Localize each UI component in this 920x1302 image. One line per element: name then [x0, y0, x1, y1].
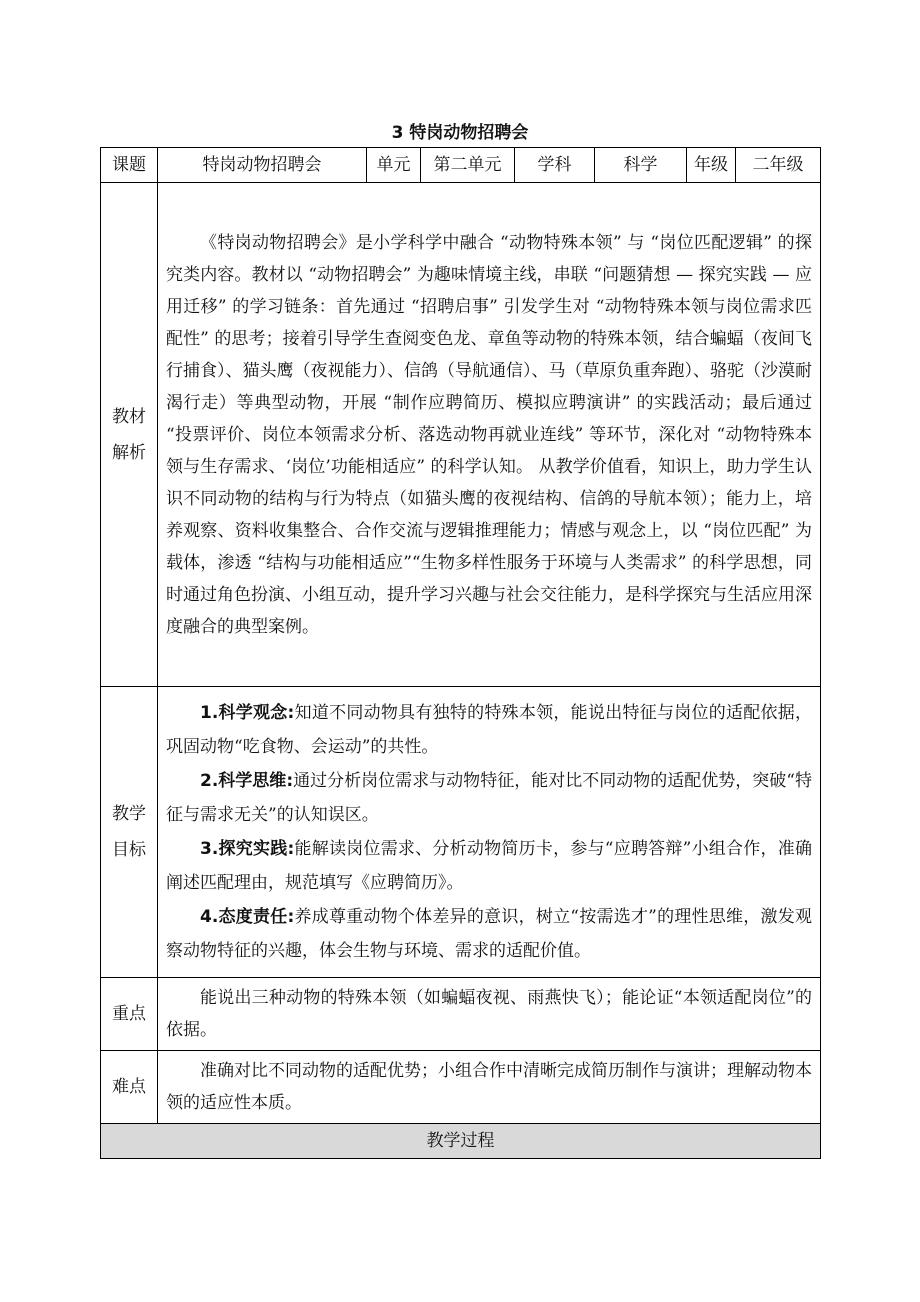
- key-point-text: 能说出三种动物的特殊本领（如蝙蝠夜视、雨燕快飞）；能论证“本领适配岗位”的依据。: [166, 988, 812, 1040]
- goal-item-title: 3.探究实践:: [200, 839, 295, 859]
- goal-item: [166, 900, 812, 968]
- goals-label-line-2: 目标: [112, 840, 146, 860]
- difficulty-row: [101, 1051, 821, 1124]
- key-point-row: [101, 978, 821, 1051]
- goal-item-text: 能解读岗位需求、分析动物简历卡，参与“应聘答辩”小组合作，准确阐述匹配理由，规范填写《应聘简历》。: [166, 839, 812, 893]
- grade-label: 年级: [687, 148, 736, 183]
- analysis-label-line-1: 教材: [112, 406, 146, 427]
- goals-content: [158, 687, 821, 978]
- header-row: [101, 148, 821, 183]
- lesson-plan-table: [100, 147, 821, 1159]
- difficulty-content: [158, 1051, 821, 1124]
- grade-value: 二年级: [736, 148, 821, 183]
- analysis-content: [158, 183, 821, 687]
- process-heading: 教学过程: [101, 1124, 821, 1159]
- unit-value: 第二单元: [421, 148, 515, 183]
- goals-row: [101, 687, 821, 978]
- analysis-text: 《特岗动物招聘会》是小学科学中融合 “动物特殊本领” 与 “岗位匹配逻辑” 的探究类内容。教材以 “动物招聘会” 为趣味情境主线，串联 “问题猜想 — 探究实践 — 应用迁移” 的学习链条：首先通过 “招聘启事” 引发学生对 “动物特殊本领与岗位需求匹配性” 的思考；接着引导学生查阅变色龙、章鱼等动物的特殊本领，结合蝙蝠（夜间飞行捕食）、猫头鹰（夜视能力）、信鸽（导航通信）、马（草原负重奔跑）、骆驼（沙漠耐渴行走）等典型动物，开展 “制作应聘简历、模拟应聘演讲” 的实践活动；最后通过 “投票评价、岗位本领需求分析、落选动物再就业连线” 等环节，深化对 “动物特殊本领与生存需求、‘岗位’功能相适应” 的科学认知。 从教学价值看，知识上，助力学生认识不同动物的结构与行为特点（如猫头鹰的夜视结构、信鸽的导航本领）；能力上，培养观察、资料收集整合、合作交流与逻辑推理能力；情感与观念上，以 “岗位匹配” 为载体，渗透 “结构与功能相适应”“生物多样性服务于环境与人类需求” 的科学思想，同时通过角色扮演、小组互动，提升学习兴趣与社会交往能力，是科学探究与生活应用深度融合的典型案例。: [166, 232, 812, 637]
- goals-label: [101, 687, 158, 978]
- topic-value: 特岗动物招聘会: [158, 148, 367, 183]
- analysis-label-line-2: 解析: [112, 442, 146, 463]
- topic-label: 课题: [101, 148, 158, 183]
- key-point-content: [158, 978, 821, 1051]
- subject-value: 科学: [595, 148, 687, 183]
- goals-label-line-1: 教学: [112, 804, 146, 824]
- goal-item-text: 通过分析岗位需求与动物特征，能对比不同动物的适配优势，突破“特征与需求无关”的认知误区。: [166, 771, 812, 825]
- goal-item-title: 4.态度责任:: [200, 907, 295, 927]
- goal-item-title: 1.科学观念:: [200, 703, 295, 723]
- difficulty-label: 难点: [101, 1051, 158, 1124]
- subject-label: 学科: [515, 148, 595, 183]
- goal-item: [166, 696, 812, 764]
- goal-item: [166, 832, 812, 900]
- unit-label: 单元: [367, 148, 421, 183]
- goal-item-text: 知道不同动物具有独特的特殊本领，能说出特征与岗位的适配依据，巩固动物“吃食物、会运动”的共性。: [166, 703, 812, 757]
- difficulty-text: 准确对比不同动物的适配优势；小组合作中清晰完成简历制作与演讲；理解动物本领的适应性本质。: [166, 1061, 812, 1113]
- goal-item: [166, 764, 812, 832]
- key-point-label: 重点: [101, 978, 158, 1051]
- goal-item-text: 养成尊重动物个体差异的意识，树立“按需选才”的理性思维，激发观察动物特征的兴趣，体会生物与环境、需求的适配价值。: [166, 907, 812, 961]
- document-title: 3 特岗动物招聘会: [391, 123, 529, 143]
- analysis-label: [101, 183, 158, 687]
- process-row: [101, 1124, 821, 1159]
- goal-item-title: 2.科学思维:: [200, 771, 294, 791]
- analysis-row: [101, 183, 821, 687]
